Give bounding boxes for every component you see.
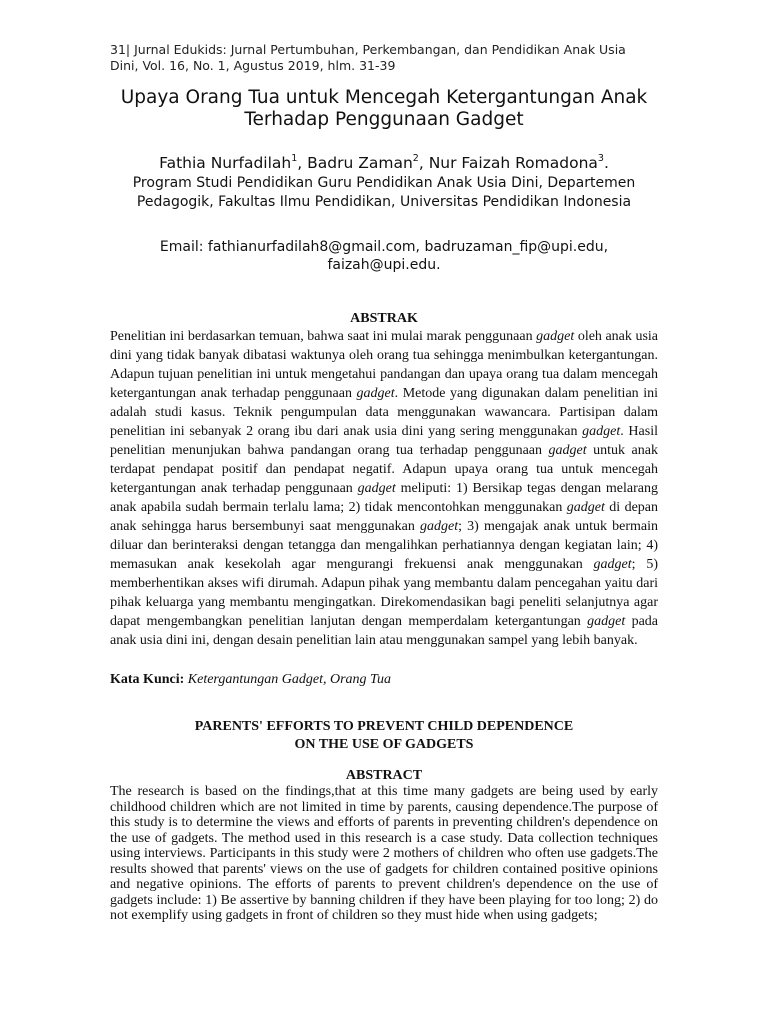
- abstract-heading: ABSTRACT: [345, 768, 423, 783]
- italic-term: gadget: [536, 329, 575, 344]
- email-line: Email: fathianurfadilah8@gmail.com, badruzaman_fip@upi.edu, faizah@upi.edu.: [159, 239, 609, 273]
- abstrak-text: oleh anak usia dini yang tidak banyak dibatasi waktunya oleh orang tua sehingga menimbulkan ketergantungan. Adapun tujuan penelitian ini untuk mengetahui pandangan dan upaya orang tua dalam mencegah ketergantungan anak terhadap penggunaan: [110, 329, 658, 401]
- italic-term: gadget: [548, 443, 587, 458]
- author-name: Nur Faizah Romadona: [428, 154, 598, 172]
- english-title-line: PARENTS' EFFORTS TO PREVENT CHILD DEPENDENCE: [194, 719, 574, 734]
- abstrak-text: untuk anak terdapat pendapat positif dan pendapat negatif. Adapun upaya orang tua untuk mencegah ketergantungan anak terhadap penggunaan: [110, 443, 658, 496]
- author-name: Badru Zaman: [307, 154, 413, 172]
- paper-title: Upaya Orang Tua untuk Mencegah Ketergantungan Anak Terhadap Penggunaan Gadget: [120, 87, 648, 130]
- abstract-body: The research is based on the findings,that at this time many gadgets are being used by early childhood children which are not limited in time by parents, causing dependence.The purpose of this study is to determine the views and efforts of parents in preventing children's dependence on the use of gadgets. The method used in this research is a case study. Data collection techniques using interviews. Participants in this study were 2 mothers of children who often use gadgets.The results showed that parents' views on the use of gadgets for children contained positive opinions and negative opinions. The efforts of parents to prevent children's dependence on the use of gadgets include: 1) Be assertive by banning children if they have been playing for too long; 2) do not exemplify using gadgets in front of children so they must hide when using gadgets;: [110, 784, 658, 923]
- author-affiliation-marker: 2: [412, 152, 419, 164]
- keywords-label: Kata Kunci:: [110, 672, 185, 687]
- abstrak-heading: ABSTRAK: [350, 311, 418, 326]
- affiliation: Program Studi Pendidikan Guru Pendidikan Anak Usia Dini, Departemen Pedagogik, Fakultas Ilmu Pendidikan, Universitas Pendidikan Indonesia: [132, 175, 636, 210]
- author-separator: ,: [297, 154, 308, 172]
- english-title-line: ON THE USE OF GADGETS: [294, 737, 474, 752]
- abstrak-text: ; 5) memberhentikan akses wifi dirumah. Adapun pihak yang membantu dalam pencegahan yaitu dari pihak keluarga yang membantu mengingatkan. Direkomendasikan bagi peneliti selanjutnya agar dapat mengembangkan penelitian lanjutan dengan memperdalam ketergantungan: [110, 557, 658, 629]
- abstrak-text: pada anak usia dini ini, dengan desain penelitian lain atau menggunakan sampel yang lebih banyak.: [110, 614, 658, 648]
- italic-term: gadget: [356, 386, 395, 401]
- abstrak-text: . Metode yang digunakan dalam penelitian ini adalah studi kasus. Teknik pengumpulan data menggunakan wawancara. Partisipan dalam penelitian ini sebanyak 2 orang ibu dari anak usia dini yang sering menggunakan: [110, 386, 658, 439]
- italic-term: gadget: [357, 481, 396, 496]
- keywords: [110, 671, 658, 689]
- keywords-value: Ketergantungan Gadget, Orang Tua: [187, 672, 392, 687]
- abstrak-text: . Hasil penelitian menunjukan bahwa pandangan orang tua terhadap penggunaan: [110, 424, 658, 458]
- journal-header: 31| Jurnal Edukids: Jurnal Pertumbuhan, Perkembangan, dan Pendidikan Anak Usia Dini, Vol. 16, No. 1, Agustus 2019, hlm. 31-39: [110, 42, 626, 73]
- author-list: [110, 153, 658, 173]
- author-affiliation-marker: 1: [291, 152, 298, 164]
- author-separator: .: [603, 154, 609, 172]
- italic-term: gadget: [420, 519, 459, 534]
- italic-term: gadget: [587, 614, 626, 629]
- english-title: [110, 718, 658, 754]
- abstrak-text: ; 3) mengajak anak untuk bermain diluar dan berinteraksi dengan tetangga dan mengalihkan perhatiannya dengan kegiatan lain; 4) memasukan anak kesekolah agar mengurangi frekuensi anak menggunakan: [110, 519, 658, 572]
- abstrak-body: [110, 327, 658, 650]
- author-separator: ,: [418, 154, 429, 172]
- italic-term: gadget: [582, 424, 621, 439]
- italic-term: gadget: [593, 557, 632, 572]
- abstrak-text: meliputi: 1) Bersikap tegas dengan melarang anak apabila sudah bermain terlalu lama; 2) tidak mencontohkan menggunakan: [110, 481, 658, 515]
- abstrak-text: di depan anak sehingga harus bersembunyi saat menggunakan: [110, 500, 658, 534]
- author-name: Fathia Nurfadilah: [159, 154, 292, 172]
- author-affiliation-marker: 3: [597, 152, 604, 164]
- italic-term: gadget: [566, 500, 605, 515]
- abstrak-text: Penelitian ini berdasarkan temuan, bahwa saat ini mulai marak penggunaan: [110, 329, 537, 344]
